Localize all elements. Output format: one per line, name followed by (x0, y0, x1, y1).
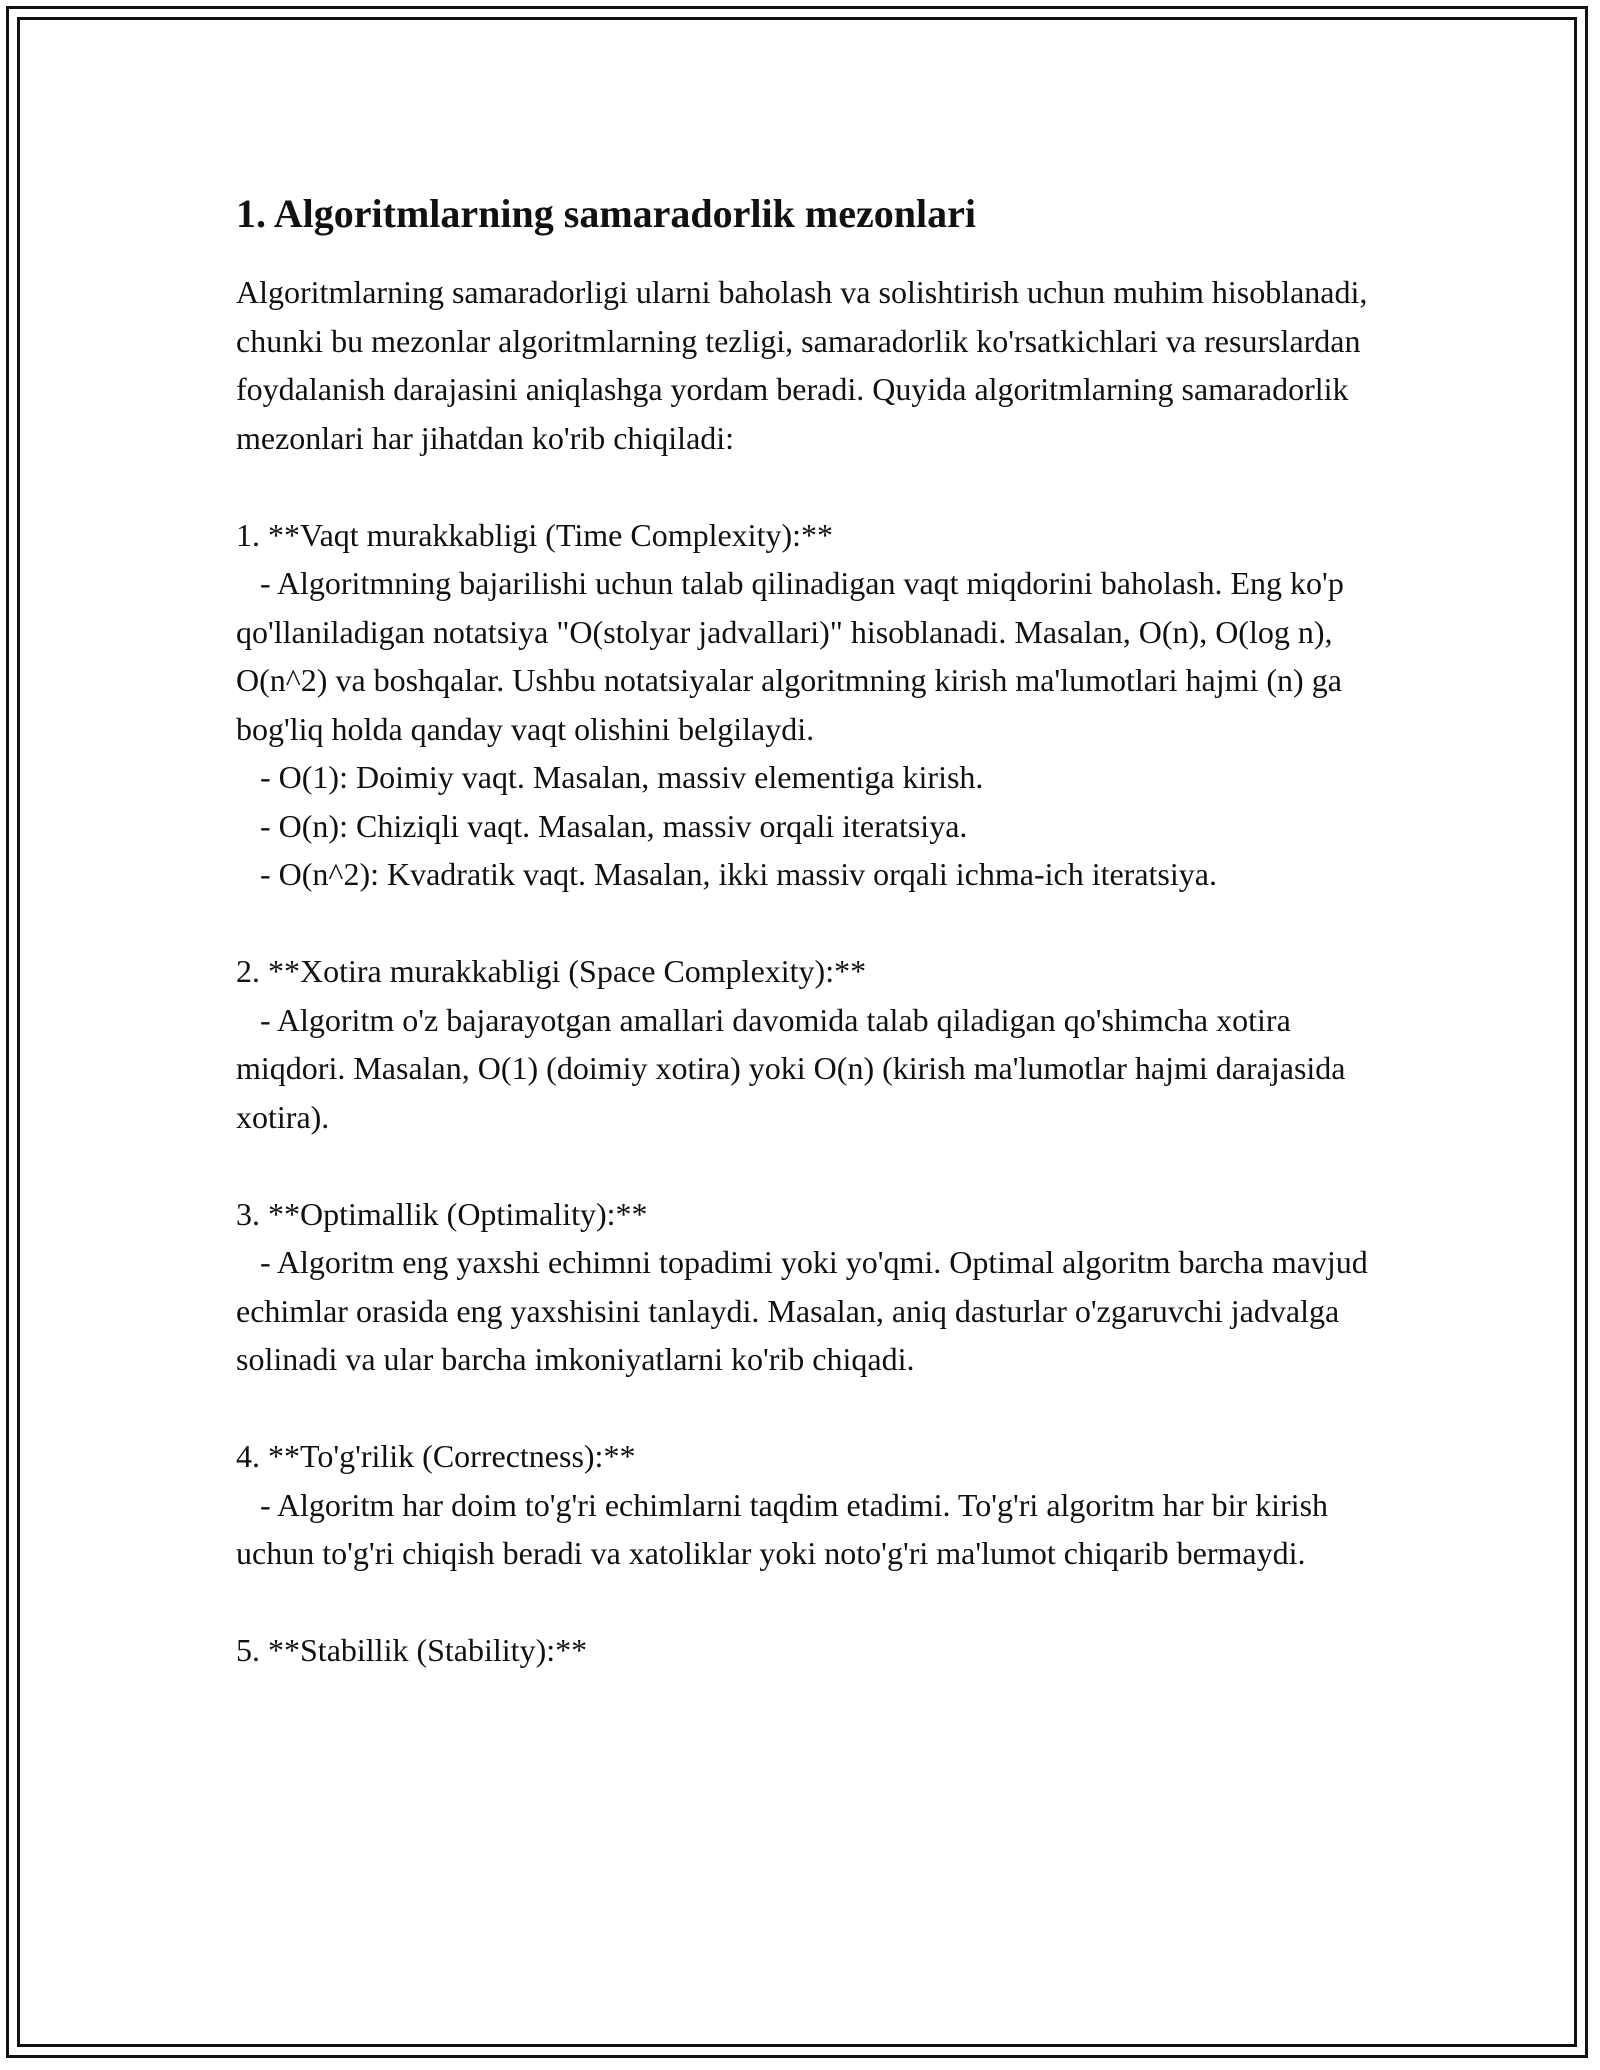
bullet-item: - O(n^2): Kvadratik vaqt. Masalan, ikki massiv orqali ichma-ich iteratsiya. (236, 856, 1217, 892)
section-body-time-complexity: - Algoritmning bajarilishi uchun talab qilinadigan vaqt miqdorini baholash. Eng ko'p qo'llaniladigan notatsiya "O(stolyar jadvallari)" hisoblanadi. Masalan, O(n), O(log n), O(n^2) va boshqalar. Ushbu notatsiyalar algoritmning kirish ma'lumotlari hajmi (n) ga bog'liq holda qanday vaqt olishini belgilaydi. (236, 565, 1344, 747)
intro-paragraph: Algoritmlarning samaradorligi ularni baholash va solishtirish uchun muhim hisoblanadi, chunki bu mezonlar algoritmlarning tezligi, samaradorlik ko'rsatkichlari va resurslardan foydalanish darajasini aniqlashga yordam beradi. Quyida algoritmlarning samaradorlik mezonlari har jihatdan ko'rib chiqiladi: (236, 274, 1368, 456)
section-title-correctness: 4. **To'g'rilik (Correctness):** (236, 1438, 636, 1474)
bullet-item: - O(1): Doimiy vaqt. Masalan, massiv elementiga kirish. (236, 759, 984, 795)
spacer (236, 1578, 1376, 1627)
section-body-text: Algoritm o'z bajarayotgan amallari davomida talab qiladigan qo'shimcha xotira miqdori. Masalan, O(1) (doimiy xotira) yoki O(n) (kirish ma'lumotlar hajmi darajasida xotira). (236, 1001, 1346, 1135)
section-body-text: Algoritmning bajarilishi uchun talab qilinadigan vaqt miqdorini baholash. Eng ko'p qo'llaniladigan notatsiya "O(stolyar jadvallari)" hisoblanadi. Masalan, O(n), O(log n), O(n^2) va boshqalar. Ushbu notatsiyalar algoritmning kirish ma'lumotlari hajmi (n) ga bog'liq holda qanday vaqt olishini belgilaydi. (236, 565, 1344, 747)
document-heading: 1. Algoritmlarning samaradorlik mezonlari (236, 191, 976, 236)
section-body-text: Algoritm har doim to'g'ri echimlarni taqdim etadimi. To'g'ri algoritm har bir kirish uchun to'g'ri chiqish beradi va xatoliklar yoki noto'g'ri ma'lumot chiqarib bermaydi. (236, 1486, 1329, 1571)
section-title-space-complexity: 2. **Xotira murakkabligi (Space Complexity):** (236, 953, 867, 989)
bullet-item: - O(n): Chiziqli vaqt. Masalan, massiv orqali iteratsiya. (236, 807, 968, 844)
spacer (236, 1384, 1376, 1433)
spacer (236, 899, 1376, 948)
section-body-optimality: - Algoritm eng yaxshi echimni topadimi yoki yo'qmi. Optimal algoritm barcha mavjud echimlar orasida eng yaxshisini tanlaydi. Masalan, aniq dasturlar o'zgaruvchi jadvalga solinadi va ular barcha imkoniyatlarni ko'rib chiqadi. (236, 1244, 1368, 1377)
section-title-optimality: 3. **Optimallik (Optimality):** (236, 1195, 648, 1232)
bullet-text: O(n): Chiziqli vaqt. Masalan, massiv orqali iteratsiya. (278, 807, 968, 844)
spacer (236, 1141, 1376, 1190)
section-body-correctness: - Algoritm har doim to'g'ri echimlarni taqdim etadimi. To'g'ri algoritm har bir kirish uchun to'g'ri chiqish beradi va xatoliklar yoki noto'g'ri ma'lumot chiqarib bermaydi. (236, 1486, 1329, 1571)
spacer (236, 462, 1376, 511)
section-body-text: Algoritm eng yaxshi echimni topadimi yoki yo'qmi. Optimal algoritm barcha mavjud echimlar orasida eng yaxshisini tanlaydi. Masalan, aniq dasturlar o'zgaruvchi jadvalga solinadi va ular barcha imkoniyatlarni ko'rib chiqadi. (236, 1244, 1368, 1377)
document-body (236, 184, 1376, 1675)
bullet-text: O(1): Doimiy vaqt. Masalan, massiv elementiga kirish. (278, 759, 984, 795)
section-title-time-complexity: 1. **Vaqt murakkabligi (Time Complexity):** (236, 516, 833, 553)
bullet-text: O(n^2): Kvadratik vaqt. Masalan, ikki massiv orqali ichma-ich iteratsiya. (278, 856, 1217, 892)
section-title-stability: 5. **Stabillik (Stability):** (236, 1632, 588, 1668)
section-body-space-complexity: - Algoritm o'z bajarayotgan amallari davomida talab qiladigan qo'shimcha xotira miqdori. Masalan, O(1) (doimiy xotira) yoki O(n) (kirish ma'lumotlar hajmi darajasida xotira). (236, 1001, 1346, 1135)
